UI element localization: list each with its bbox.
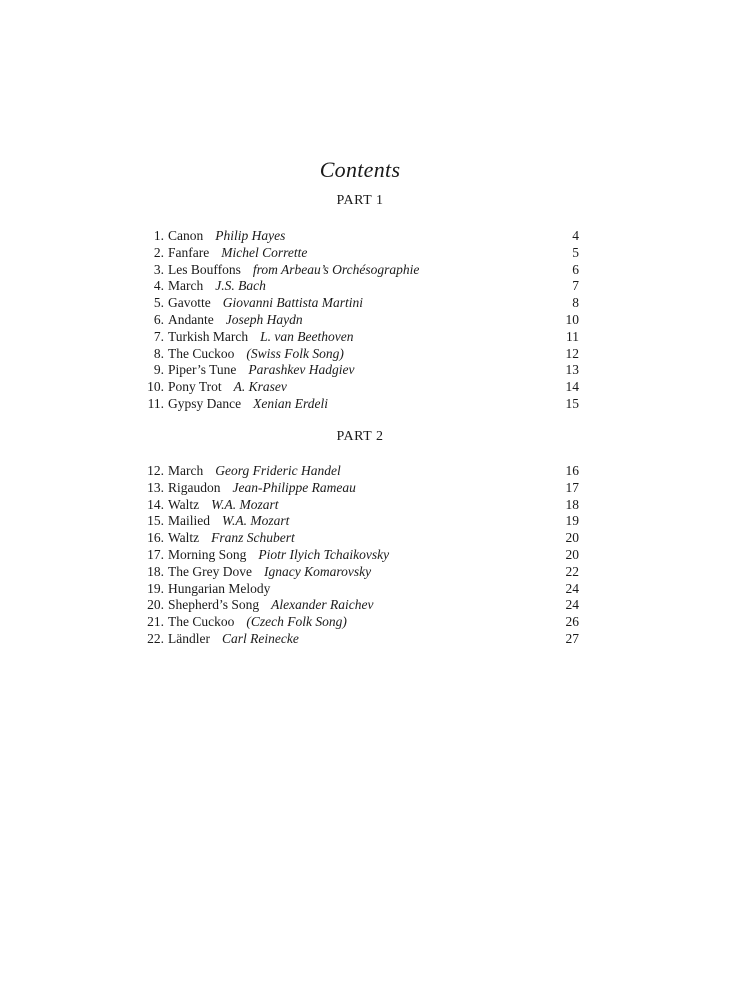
toc-entry-number: 21. — [147, 614, 164, 630]
toc-entry-page-number: 20 — [565, 530, 579, 546]
toc-entry — [142, 480, 579, 497]
toc-entry-number: 6. — [153, 311, 164, 327]
toc-entry-page-number: 13 — [565, 362, 579, 378]
part-2-list — [142, 463, 579, 648]
part-2-heading: PART 2 — [336, 429, 384, 444]
toc-entry-composer: J.S. Bach — [215, 278, 266, 294]
toc-entry-page-number: 26 — [565, 614, 579, 630]
toc-entry — [142, 564, 579, 581]
toc-entry-page-number: 15 — [565, 395, 579, 411]
toc-entry-number: 9. — [153, 362, 164, 378]
toc-entry-page-number: 11 — [566, 328, 579, 344]
toc-entry-title: Rigaudon — [168, 479, 221, 495]
toc-entry-title: The Grey Dove — [168, 563, 252, 579]
toc-entry-composer: Franz Schubert — [211, 530, 295, 546]
toc-entry-composer: Carl Reinecke — [221, 630, 299, 646]
toc-entry-title: Andante — [168, 311, 214, 327]
toc-entry-page-number: 12 — [565, 345, 579, 361]
toc-entry-page-number: 5 — [572, 244, 579, 260]
toc-entry-composer: L. van Beethoven — [260, 328, 354, 344]
toc-entry — [142, 228, 579, 245]
toc-entry-composer: Georg Frideric Handel — [215, 463, 341, 478]
toc-entry — [142, 497, 579, 514]
toc-entry-composer: Alexander Raichev — [271, 597, 374, 613]
toc-entry-title: Waltz — [168, 496, 200, 512]
toc-entry-composer: W.A. Mozart — [222, 513, 290, 529]
toc-entry-composer: Joseph Haydn — [225, 311, 303, 327]
toc-entry — [142, 581, 579, 598]
toc-entry-title: Fanfare — [168, 244, 210, 260]
toc-entry-number: 12. — [147, 463, 164, 478]
toc-entry — [142, 530, 579, 547]
toc-entry-title: March — [168, 463, 204, 478]
toc-entry-title: Canon — [168, 228, 204, 243]
toc-entry-number: 16. — [147, 530, 164, 546]
toc-entry-number: 13. — [147, 479, 164, 495]
toc-entry-page-number: 18 — [565, 496, 579, 512]
toc-entry-title: Hungarian Melody — [168, 580, 271, 596]
toc-entry-number: 5. — [153, 295, 164, 311]
toc-entry — [142, 245, 579, 262]
toc-entry-page-number: 10 — [565, 311, 579, 327]
toc-entry-composer: W.A. Mozart — [211, 496, 279, 512]
toc-entry — [142, 396, 579, 413]
toc-entry-page-number: 6 — [572, 261, 579, 277]
toc-entry-page-number: 14 — [565, 379, 579, 395]
toc-entry — [142, 346, 579, 363]
toc-entry-title: Gypsy Dance — [168, 395, 242, 411]
toc-entry-page-number: 8 — [572, 295, 579, 311]
toc-entry-number: 17. — [147, 546, 164, 562]
toc-entry-number: 8. — [153, 345, 164, 361]
toc-entry-composer: Michel Corrette — [221, 244, 308, 260]
toc-entry — [142, 262, 579, 279]
page-title: Contents — [319, 157, 401, 182]
toc-entry-number: 2. — [153, 244, 164, 260]
toc-entry — [142, 614, 579, 631]
toc-entry-title: March — [168, 278, 204, 294]
toc-entry — [142, 295, 579, 312]
toc-entry-number: 4. — [153, 278, 164, 294]
toc-entry-title: Pony Trot — [168, 379, 222, 395]
toc-entry-title: Piper’s Tune — [168, 362, 237, 378]
toc-entry-composer: (Czech Folk Song) — [246, 614, 347, 630]
toc-entry-title: Shepherd’s Song — [168, 597, 260, 613]
toc-entry — [142, 597, 579, 614]
toc-entry-number: 20. — [147, 597, 164, 613]
toc-entry-number: 3. — [153, 261, 164, 277]
toc-entry-title: The Cuckoo — [168, 614, 235, 630]
toc-entry-page-number: 19 — [565, 513, 579, 529]
toc-entry-composer: Giovanni Battista Martini — [222, 295, 363, 311]
toc-entry-page-number: 16 — [565, 463, 579, 478]
toc-entry-number: 18. — [147, 563, 164, 579]
toc-entry-composer: Piotr Ilyich Tchaikovsky — [258, 546, 390, 562]
toc-entry-title: Turkish March — [168, 328, 249, 344]
toc-entry-composer: A. Krasev — [233, 379, 287, 395]
toc-entry — [142, 463, 579, 480]
toc-entry-page-number: 20 — [565, 546, 579, 562]
toc-entry-title: Les Bouffons — [168, 261, 241, 277]
toc-entry-title: The Cuckoo — [168, 345, 235, 361]
part-1-list — [142, 228, 579, 413]
toc-entry-title: Gavotte — [168, 295, 211, 311]
toc-entry-page-number: 24 — [565, 580, 579, 596]
toc-entry-composer: Parashkev Hadgiev — [248, 362, 355, 378]
toc-entry-page-number: 4 — [572, 228, 579, 243]
toc-entry-page-number: 17 — [565, 479, 579, 495]
toc-entry — [142, 513, 579, 530]
toc-entry — [142, 278, 579, 295]
toc-entry-page-number: 27 — [565, 630, 579, 646]
toc-entry-composer: Xenian Erdeli — [253, 395, 328, 411]
toc-entry-number: 11. — [147, 395, 164, 411]
toc-entry-number: 10. — [147, 379, 164, 395]
toc-entry-number: 19. — [147, 580, 164, 596]
toc-entry-composer: Philip Hayes — [215, 228, 286, 243]
toc-entry-number: 7. — [153, 328, 164, 344]
toc-entry — [142, 312, 579, 329]
toc-entry-composer: Ignacy Komarovsky — [263, 563, 372, 579]
toc-entry-title: Ländler — [168, 630, 210, 646]
toc-entry-number: 22. — [147, 630, 164, 646]
toc-entry-number: 15. — [147, 513, 164, 529]
part-1-heading: PART 1 — [336, 193, 384, 208]
toc-entry-page-number: 24 — [565, 597, 579, 613]
toc-entry-number: 1. — [153, 228, 164, 243]
toc-entry-title: Waltz — [168, 530, 200, 546]
toc-entry — [142, 379, 579, 396]
toc-entry — [142, 329, 579, 346]
toc-entry-number: 14. — [147, 496, 164, 512]
toc-entry — [142, 631, 579, 648]
toc-entry — [142, 547, 579, 564]
toc-entry-composer: from Arbeau’s Orchésographie — [252, 261, 420, 277]
toc-entry-page-number: 7 — [572, 278, 579, 294]
toc-entry-composer: Jean-Philippe Rameau — [232, 479, 356, 495]
toc-entry-page-number: 22 — [565, 563, 579, 579]
toc-entry — [142, 362, 579, 379]
toc-entry-title: Morning Song — [168, 546, 247, 562]
toc-entry-composer: (Swiss Folk Song) — [246, 345, 344, 361]
toc-entry-title: Mailied — [168, 513, 210, 529]
